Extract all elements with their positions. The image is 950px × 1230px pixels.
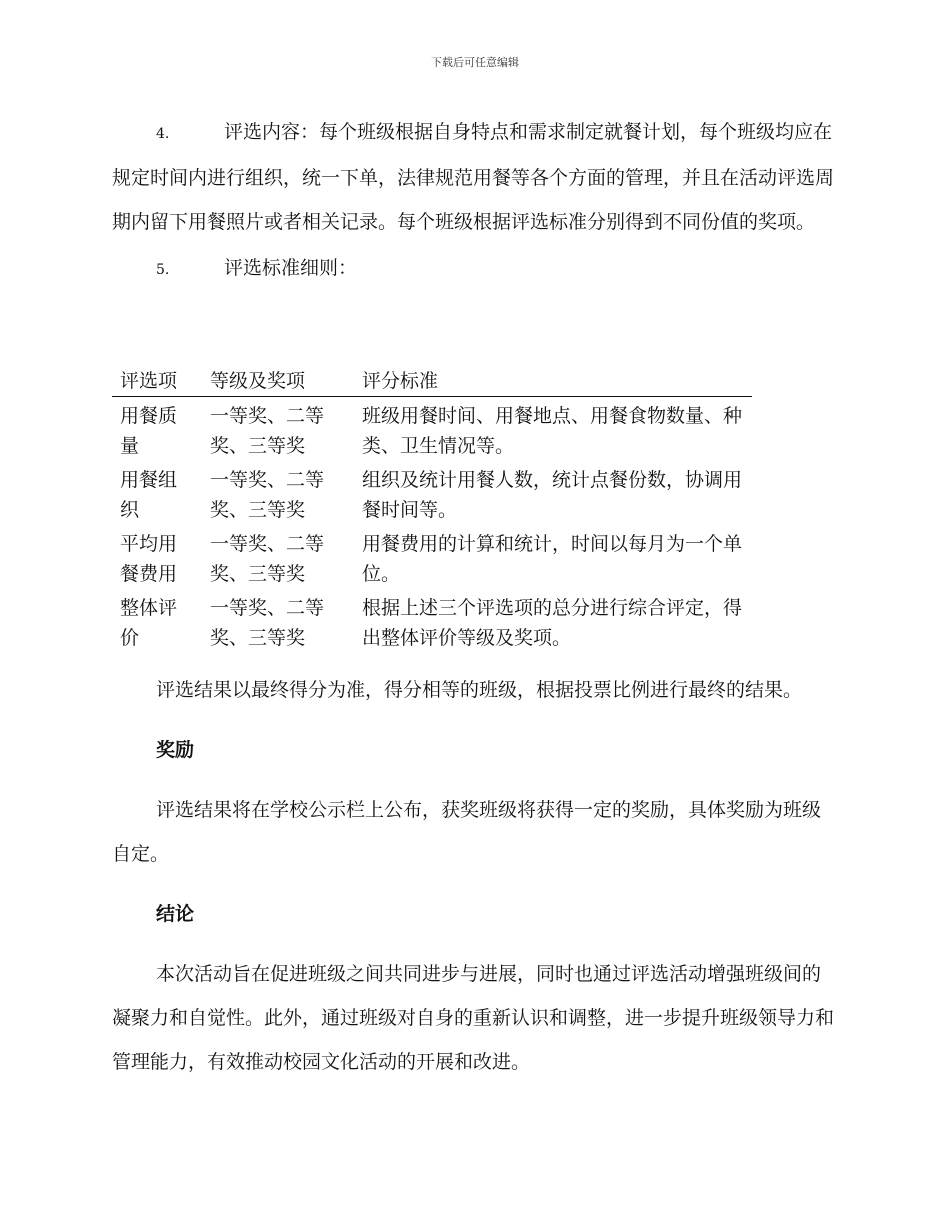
item-5 xyxy=(112,246,834,292)
header-note: 下载后可任意编辑 xyxy=(431,56,519,69)
table-cell: 用餐质量 xyxy=(120,405,178,457)
criteria-table xyxy=(112,362,752,653)
item-4-number: 4. xyxy=(156,126,170,142)
table-cell: 整体评价 xyxy=(120,597,178,649)
table-cell: 用餐费用的计算和统计，时间以每月为一个单位。 xyxy=(362,533,743,585)
reward-text: 评选结果将在学校公示栏上公布，获奖班级将获得一定的奖励，具体奖励为班级自定。 xyxy=(112,799,822,865)
table-row xyxy=(112,397,752,462)
conclusion-heading: 结论 xyxy=(156,903,195,925)
table-cell: 一等奖、二等奖、三等奖 xyxy=(210,405,325,457)
item-4-text: 评选内容：每个班级根据自身特点和需求制定就餐计划，每个班级均应在规定时间内进行组织，统一下单，法律规范用餐等各个方面的管理，并且在活动评选周期内留下用餐照片或者相关记录。每个班级根据评选标准分别得到不同份值的奖项。 xyxy=(112,121,835,233)
table-cell: 一等奖、二等奖、三等奖 xyxy=(210,597,325,649)
reward-heading: 奖励 xyxy=(156,739,195,761)
table-cell: 根据上述三个评选项的总分进行综合评定，得出整体评价等级及奖项。 xyxy=(362,597,743,649)
table-header-row xyxy=(112,362,752,397)
document-body-continued xyxy=(112,668,834,1084)
table-row xyxy=(112,525,752,589)
table-header-cell: 评分标准 xyxy=(354,362,752,397)
document-body xyxy=(112,110,834,292)
item-4 xyxy=(112,110,834,244)
result-note: 评选结果以最终得分为准，得分相等的班级，根据投票比例进行最终的结果。 xyxy=(156,679,803,701)
item-5-number: 5. xyxy=(156,262,170,278)
table-cell: 用餐组织 xyxy=(120,469,178,521)
table-cell: 平均用餐费用 xyxy=(120,533,178,585)
table-cell: 一等奖、二等奖、三等奖 xyxy=(210,533,325,585)
table-cell: 一等奖、二等奖、三等奖 xyxy=(210,469,325,521)
item-5-text: 评选标准细则： xyxy=(224,257,358,279)
table-cell: 班级用餐时间、用餐地点、用餐食物数量、种类、卫生情况等。 xyxy=(362,405,743,457)
conclusion-text: 本次活动旨在促进班级之间共同进步与进展，同时也通过评选活动增强班级间的凝聚力和自觉性。此外，通过班级对自身的重新认识和调整，进一步提升班级领导力和管理能力，有效推动校园文化活动的开展和改进。 xyxy=(112,963,835,1073)
table-cell: 组织及统计用餐人数，统计点餐份数，协调用餐时间等。 xyxy=(362,469,743,521)
table-header-cell: 等级及奖项 xyxy=(202,362,354,397)
table-row xyxy=(112,461,752,525)
table-row xyxy=(112,589,752,653)
table-header-cell: 评选项 xyxy=(112,362,202,397)
